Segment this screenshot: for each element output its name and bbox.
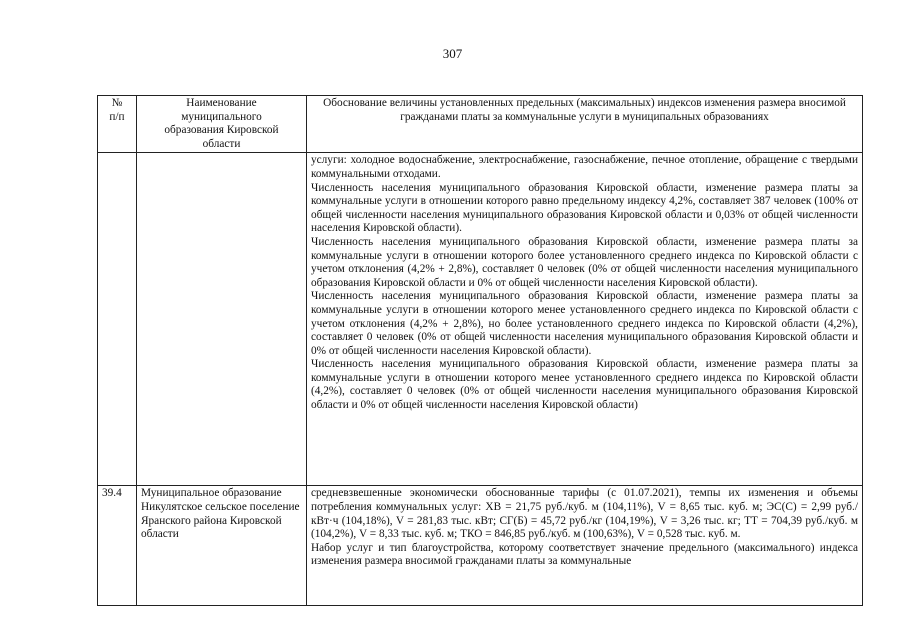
row-number-cell (98, 153, 137, 486)
row-municipality-cell: Муниципальное образование Никулятское сельское поселение Яранского района Кировской области (137, 486, 307, 606)
tariff-index-table (97, 95, 863, 606)
header-municipality-text: Наименование муниципального образования Кировской области (164, 97, 279, 150)
justification-content (311, 487, 858, 604)
table-header-row (98, 96, 863, 153)
table-row (98, 486, 863, 606)
table-row (98, 153, 863, 486)
paragraph: Численность населения муниципального образования Кировской области, изменение размера платы за коммунальные услуги в отношении которого менее установленного среднего индекса по Кировской области с учетом отклонения (4,2% + 2,8%), но более установленного среднего индекса по Кировской области (4,2%), составляет 0 человек (0% от общей численности населения муниципального образования Кировской области и 0% от общей численности населения Кировской области). (311, 290, 858, 357)
paragraph: Набор услуг и тип благоустройства, которому соответствует значение предельного (максимального) индекса изменения размера вносимой гражданами платы за коммунальные (311, 541, 858, 568)
row-justification-cell (307, 153, 863, 486)
paragraph: услуги: холодное водоснабжение, электроснабжение, газоснабжение, печное отопление, обращение с твердыми коммунальными отходами. (311, 154, 858, 180)
header-justification-text: Обоснование величины установленных предельных (максимальных) индексов изменения размера вносимой гражданами платы за коммунальные услуги в муниципальных образованиях (323, 97, 846, 123)
header-number-text: № п/п (109, 97, 125, 123)
header-justification (307, 96, 863, 153)
row-justification-cell (307, 486, 863, 606)
header-number (98, 96, 137, 153)
row-number-cell: 39.4 (98, 486, 137, 606)
header-municipality-name (137, 96, 307, 153)
row-municipality-cell (137, 153, 307, 486)
page-number: 307 (442, 46, 463, 61)
paragraph: Численность населения муниципального образования Кировской области, изменение размера платы за коммунальные услуги в отношении которого менее установленного среднего индекса по Кировской области (4,2%), составляет 0 человек (0% от общей численности населения муниципального образования Кировской области и 0% от общей численности населения Кировской области) (311, 358, 858, 412)
paragraph: Численность населения муниципального образования Кировской области, изменение размера платы за коммунальные услуги в отношении которого более установленного среднего индекса по Кировской области с учетом отклонения (4,2% + 2,8%), составляет 0 человек (0% от общей численности населения муниципального образования Кировской области и 0% от общей численности населения Кировской области). (311, 235, 858, 289)
paragraph: средневзвешенные экономически обоснованные тарифы (с 01.07.2021), темпы их изменения и объемы потребления коммунальных услуг: ХВ = 21,75 руб./куб. м (104,11%), V = 8,65 тыс. куб. м; ЭС(С) = 2,99 руб./кВт·ч (104,18%), V = 281,83 тыс. кВт; СГ(Б) = 45,72 руб./кг (104,19%), V = 3,26 тыс. кг; ТТ = 704,39 руб./куб. м (104,2%), V = 8,33 тыс. куб. м; ТКО = 846,85 руб./куб. м (100,63%), V = 0,528 тыс. куб. м. (311, 487, 858, 541)
paragraph: Численность населения муниципального образования Кировской области, изменение размера платы за коммунальные услуги в отношении которого равно предельному индексу 4,2%, составляет 387 человек (100% от общей численности населения муниципального образования Кировской области и 0,03% от общей численности населения Кировской области). (311, 181, 858, 235)
